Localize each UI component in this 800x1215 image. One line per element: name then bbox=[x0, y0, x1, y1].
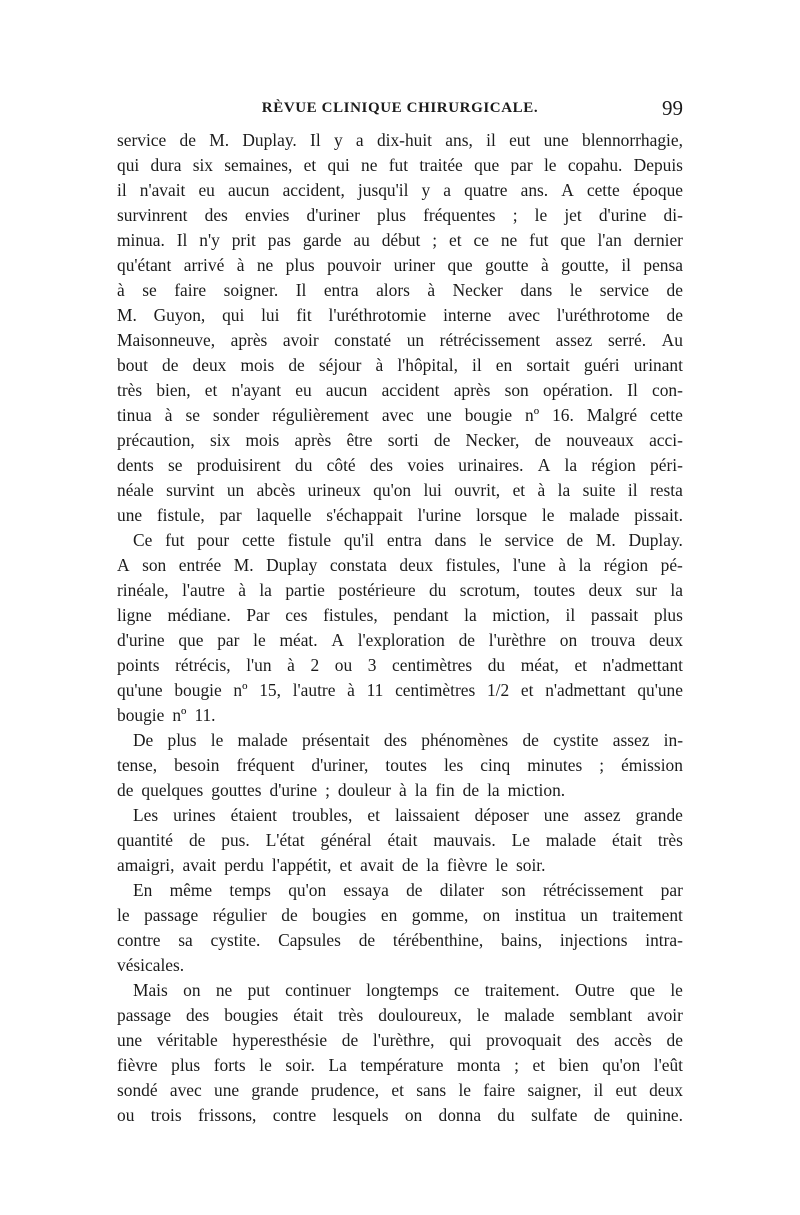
page-number: 99 bbox=[662, 96, 683, 120]
text-line: points rétrécis, l'un à 2 ou 3 centimètres du méat, et n'admettant bbox=[117, 655, 683, 675]
running-title: RÈVUE CLINIQUE CHIRURGICALE. bbox=[261, 100, 539, 116]
text-line: minua. Il n'y prit pas garde au début ; et ce ne fut que l'an dernier bbox=[117, 230, 683, 250]
text-line: qui dura six semaines, et qui ne fut traitée que par le copahu. Depuis bbox=[117, 155, 683, 175]
body-text bbox=[117, 128, 683, 1128]
text-line: le passage régulier de bougies en gomme, on institua un traitement bbox=[117, 905, 683, 925]
text-line: une fistule, par laquelle s'échappait l'urine lorsque le malade pissait. bbox=[117, 505, 683, 525]
text-line: contre sa cystite. Capsules de térébenthine, bains, injections intra- bbox=[117, 930, 683, 950]
text-line: Mais on ne put continuer longtemps ce traitement. Outre que le bbox=[133, 980, 683, 1000]
text-line: à se faire soigner. Il entra alors à Necker dans le service de bbox=[117, 280, 683, 300]
text-line: de quelques gouttes d'urine ; douleur à la fin de la miction. bbox=[117, 780, 566, 800]
text-line: néale survint un abcès urineux qu'on lui ouvrit, et à la suite il resta bbox=[117, 480, 683, 500]
text-line: rinéale, l'autre à la partie postérieure du scrotum, toutes deux sur la bbox=[117, 580, 683, 600]
text-line: fièvre plus forts le soir. La température monta ; et bien qu'on l'eût bbox=[117, 1055, 683, 1075]
text-line: tinua à se sonder régulièrement avec une bougie nº 16. Malgré cette bbox=[117, 405, 683, 425]
text-line: Maisonneuve, après avoir constaté un rétrécissement assez serré. Au bbox=[117, 330, 683, 350]
text-line: qu'une bougie nº 15, l'autre à 11 centimètres 1/2 et n'admettant qu'une bbox=[117, 680, 683, 700]
text-line: très bien, et n'ayant eu aucun accident après son opération. Il con- bbox=[117, 380, 683, 400]
text-line: A son entrée M. Duplay constata deux fistules, l'une à la région pé- bbox=[117, 555, 683, 575]
text-line: d'urine que par le méat. A l'exploration de l'urèthre on trouva deux bbox=[117, 630, 683, 650]
text-line: sondé avec une grande prudence, et sans le faire saigner, il eut deux bbox=[117, 1080, 683, 1100]
text-line: service de M. Duplay. Il y a dix-huit ans, il eut une blennorrhagie, bbox=[117, 130, 683, 150]
text-line: Ce fut pour cette fistule qu'il entra dans le service de M. Duplay. bbox=[133, 530, 683, 550]
text-line: tense, besoin fréquent d'uriner, toutes les cinq minutes ; émission bbox=[117, 755, 683, 775]
text-line: De plus le malade présentait des phénomènes de cystite assez in- bbox=[133, 730, 683, 750]
text-line: précaution, six mois après être sorti de Necker, de nouveaux acci- bbox=[117, 430, 683, 450]
text-line: ligne médiane. Par ces fistules, pendant la miction, il passait plus bbox=[117, 605, 683, 625]
text-line: une véritable hyperesthésie de l'urèthre, qui provoquait des accès de bbox=[117, 1030, 683, 1050]
text-line: bougie nº 11. bbox=[117, 705, 216, 725]
running-head bbox=[117, 96, 683, 126]
text-line: dents se produisirent du côté des voies urinaires. A la région péri- bbox=[117, 455, 683, 475]
text-line: M. Guyon, qui lui fit l'uréthrotomie interne avec l'uréthrotome de bbox=[117, 305, 683, 325]
text-line: quantité de pus. L'état général était mauvais. Le malade était très bbox=[117, 830, 683, 850]
text-line: ou trois frissons, contre lesquels on donna du sulfate de quinine. bbox=[117, 1105, 683, 1125]
text-line: il n'avait eu aucun accident, jusqu'il y a quatre ans. A cette époque bbox=[117, 180, 683, 200]
text-line: En même temps qu'on essaya de dilater son rétrécissement par bbox=[133, 880, 683, 900]
text-line: survinrent des envies d'uriner plus fréquentes ; le jet d'urine di- bbox=[117, 205, 683, 225]
text-line: qu'étant arrivé à ne plus pouvoir uriner que goutte à goutte, il pensa bbox=[117, 255, 683, 275]
text-line: Les urines étaient troubles, et laissaient déposer une assez grande bbox=[133, 805, 683, 825]
text-line: vésicales. bbox=[117, 955, 185, 975]
text-line: amaigri, avait perdu l'appétit, et avait de la fièvre le soir. bbox=[117, 855, 546, 875]
text-line: bout de deux mois de séjour à l'hôpital, il en sortait guéri urinant bbox=[117, 355, 683, 375]
text-line: passage des bougies était très douloureux, le malade semblant avoir bbox=[117, 1005, 683, 1025]
